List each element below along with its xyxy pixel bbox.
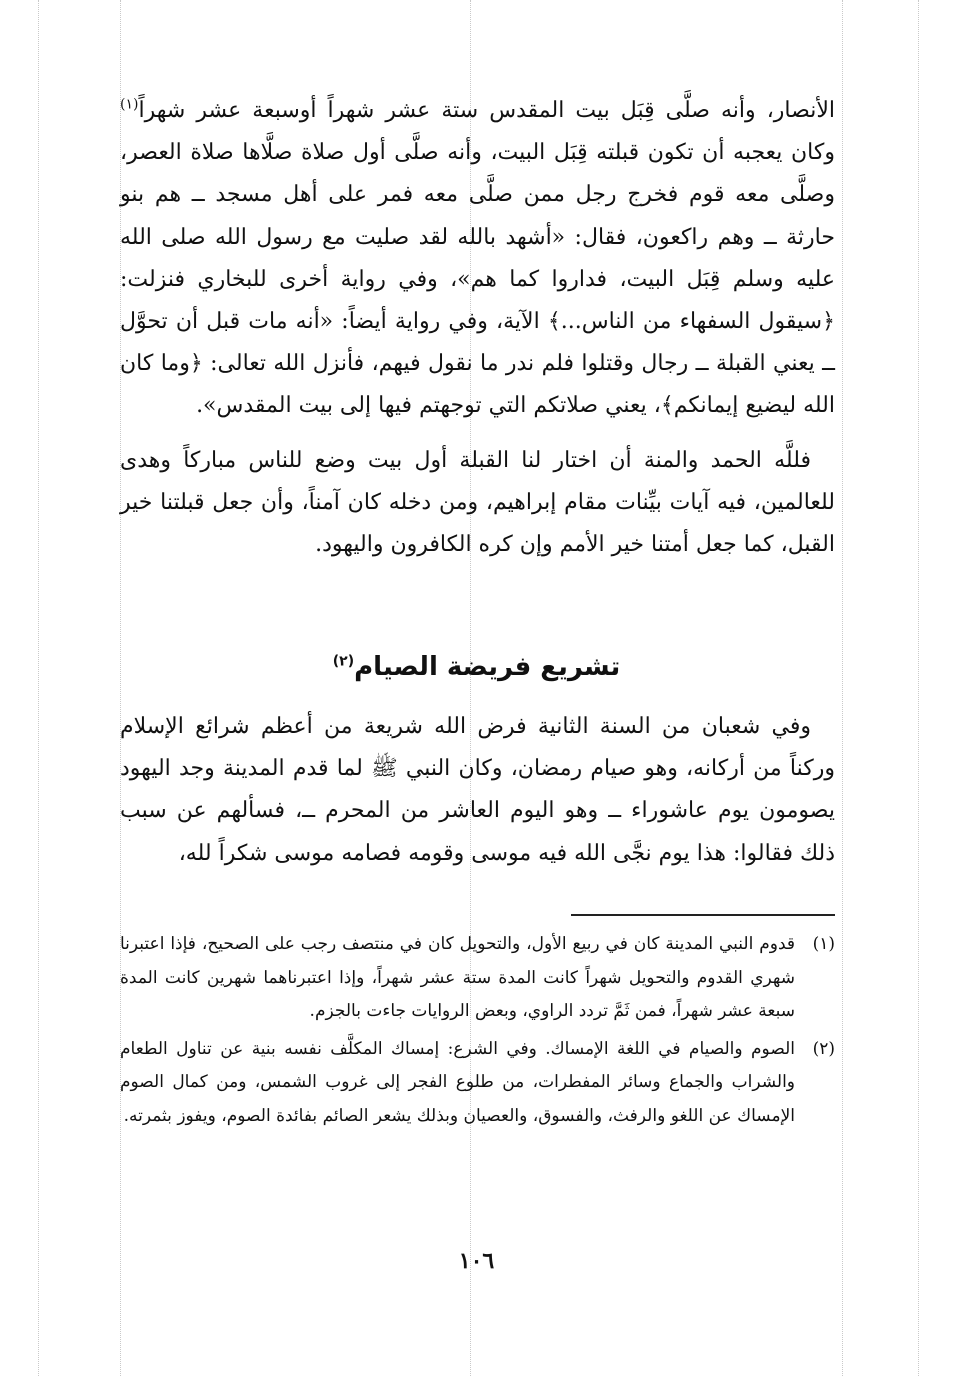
footnote-text: الصوم والصيام في اللغة الإمساك. وفي الشرع: إمساك المكلَّف نفسه بنية عن تناول الطعام والشراب والجماع وسائر المفطرات، من طلوع الفجر إلى غروب الشمس، ومن كمال الصوم الإمساك عن اللغو والرفث، والفسوق، والعصيان وبذلك يشعر الصائم بفائدة الصوم، ويفوز بثمرته. [120,1038,795,1126]
footnote-ref-1: (١) [120,96,139,113]
body-text-bottom [120,706,835,875]
footnote-number: (١) [812,934,835,954]
footnote-number: (٢) [812,1038,835,1059]
paragraph-hadith [120,90,835,428]
footnote-text: قدوم النبي المدينة كان في ربيع الأول، والتحويل كان في منتصف رجب على الصحيح، فإذا اعتبرنا شهري القدوم والتحويل شهراً كانت المدة ستة عشر شهراً، وإذا اعتبرناهما شهرين كانت المدة سبعة عشر شهراً، فمن ثَمَّ تردد الراوي، وبعض الروايات جاءت بالجزم. [120,934,795,1021]
footnote-item [120,1033,835,1134]
paragraph-1-continuation: وكان يعجبه أن تكون قبلته قِبَل البيت، وأنه صلَّى أول صلاة صلَّاها صلاة العصر، وصلَّى معه قوم فخرج رجل ممن صلَّى معه فمر على أهل مسجد ــ هم بنو حارثة ــ وهم راكعون، فقال: «أشهد بالله لقد صليت مع رسول الله صلى الله عليه وسلم قِبَل البيت، فداروا كما هم»، وفي رواية أخرى للبخاري فنزلت: ﴿سيقول السفهاء من الناس...﴾ الآية، وفي رواية أيضاً: «أنه مات قبل أن تحوَّل ــ يعني القبلة ــ رجال وقتلوا فلم ندر ما نقول فيهم، فأنزل الله تعالى: ﴿وما كان الله ليضيع إيمانكم﴾، يعني صلاتكم التي توجهتم فيها إلى بيت المقدس». [120,140,835,419]
footnote-item [120,928,835,1029]
page-number: ١٠٦ [458,1248,495,1274]
paragraph-1-text: الأنصار، وأنه صلَّى قِبَل بيت المقدس ستة عشر شهراً أوسبعة عشر شهراً [138,98,835,123]
heading-text: تشريع فريضة الصيام [354,652,621,682]
footnote-ref-2: (٢) [332,653,355,670]
footnotes [120,928,835,1137]
footnote-divider [571,914,835,916]
body-text-top [120,90,835,566]
paragraph-fasting: وفي شعبان من السنة الثانية فرض الله شريعة من أعظم شرائع الإسلام وركناً من أركانه، وهو صيام رمضان، وكان النبي ﷺ لما قدم المدينة وجد اليهود يصومون يوم عاشوراء ــ وهو اليوم العاشر من المحرم ــ، فسألهم عن سبب ذلك فقالوا: هذا يوم نجَّى الله فيه موسى وقومه فصامه موسى شكراً لله، [120,714,835,866]
section-heading [0,642,953,692]
paragraph-qibla: فللَّه الحمد والمنة أن اختار لنا القبلة أول بيت وضع للناس مباركاً وهدى للعالمين، فيه آيات بيِّنات مقام إبراهيم، ومن دخله كان آمناً، وأن جعل قبلتنا خير القبل، كما جعل أمتنا خير الأمم وإن كره الكافرون واليهود. [120,447,835,558]
